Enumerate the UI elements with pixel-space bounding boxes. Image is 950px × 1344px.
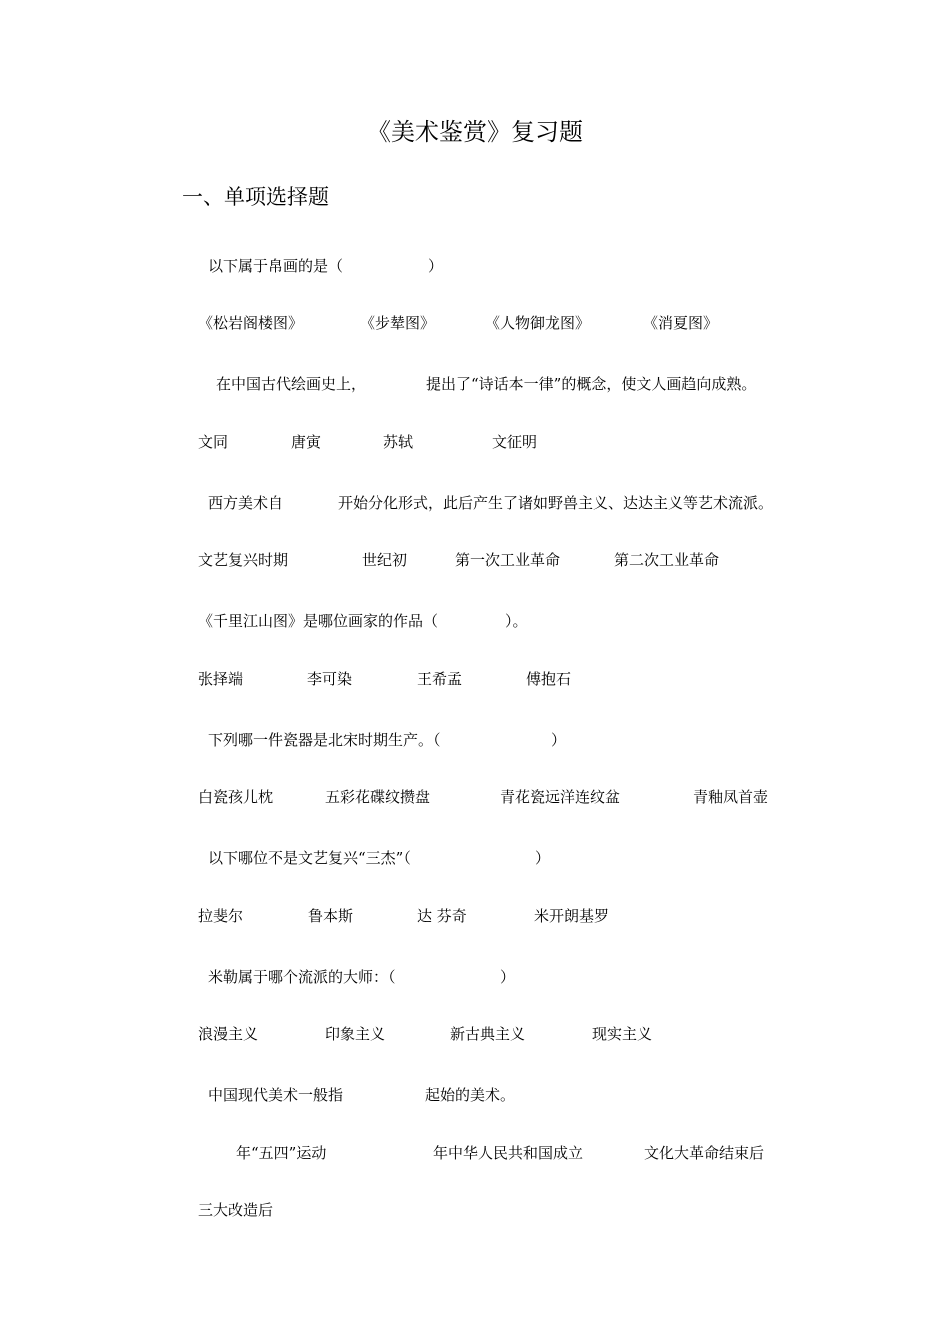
option-c: 王希孟 (417, 670, 463, 688)
option-a: 拉斐尔 (198, 907, 244, 925)
option-d: 青釉凤首壶 (693, 788, 769, 806)
question-stem-text: 米勒属于哪个流派的大师：（ (208, 968, 396, 986)
question-stem-text: ） (500, 968, 516, 986)
question-stem-text: 在中国古代绘画史上， (216, 375, 367, 393)
question-stem-text: 《千里江山图》是哪位画家的作品（ (198, 612, 439, 630)
option-b: 年中华人民共和国成立 (433, 1144, 584, 1162)
question-stem-text: ） (551, 731, 567, 749)
option-b: 李可染 (307, 670, 353, 688)
option-a: 张择端 (198, 670, 244, 688)
question-stem-text: 以下属于帛画的是（ (208, 257, 344, 275)
question-stem-text: 西方美术自 (208, 494, 284, 512)
option-c: 《人物御龙图》 (485, 314, 591, 332)
option-a: 白瓷孩儿枕 (198, 788, 274, 806)
option-a: 年“五四”运动 (236, 1144, 327, 1162)
option-d: 傅抱石 (526, 670, 572, 688)
question-stem-text: 提出了“诗话本一律”的概念，使文人画趋向成熟。 (426, 375, 757, 393)
option-b: 印象主义 (325, 1025, 386, 1043)
option-d: 现实主义 (592, 1025, 653, 1043)
option-a: 浪漫主义 (198, 1025, 259, 1043)
option-c: 新古典主义 (450, 1025, 526, 1043)
option-d: 文征明 (492, 433, 538, 451)
option-c: 达 芬奇 (417, 907, 467, 925)
option-b: 五彩花碟纹攒盘 (325, 788, 431, 806)
option-d: 第二次工业革命 (614, 551, 720, 569)
option-b: 鲁本斯 (308, 907, 354, 925)
option-d: 三大改造后 (198, 1201, 274, 1219)
question-stem-text: 开始分化形式，此后产生了诸如野兽主义、达达主义等艺术流派。 (338, 494, 774, 512)
section-heading: 一、单项选择题 (182, 185, 329, 209)
document-title: 《美术鉴赏》复习题 (367, 118, 583, 146)
option-d: 《消夏图》 (643, 314, 719, 332)
option-b: 世纪初 (362, 551, 408, 569)
option-b: 《步辇图》 (360, 314, 436, 332)
option-a: 《松岩阁楼图》 (198, 314, 304, 332)
question-stem-text: 下列哪一件瓷器是北宋时期生产。（ (208, 731, 441, 749)
question-stem-text: ）。 (505, 612, 528, 630)
option-c: 青花瓷远洋连纹盆 (500, 788, 621, 806)
option-b: 唐寅 (291, 433, 322, 451)
question-stem-text: ） (535, 849, 551, 867)
question-stem-text: 起始的美术。 (425, 1086, 516, 1104)
option-a: 文同 (198, 433, 229, 451)
option-c: 第一次工业革命 (455, 551, 561, 569)
option-c: 文化大革命结束后 (644, 1144, 765, 1162)
option-c: 苏轼 (383, 433, 414, 451)
option-a: 文艺复兴时期 (198, 551, 289, 569)
option-d: 米开朗基罗 (534, 907, 610, 925)
question-stem-text: 中国现代美术一般指 (208, 1086, 344, 1104)
question-stem-text: 以下哪位不是文艺复兴“三杰”（ (208, 849, 411, 867)
question-stem-text: ） (428, 257, 444, 275)
